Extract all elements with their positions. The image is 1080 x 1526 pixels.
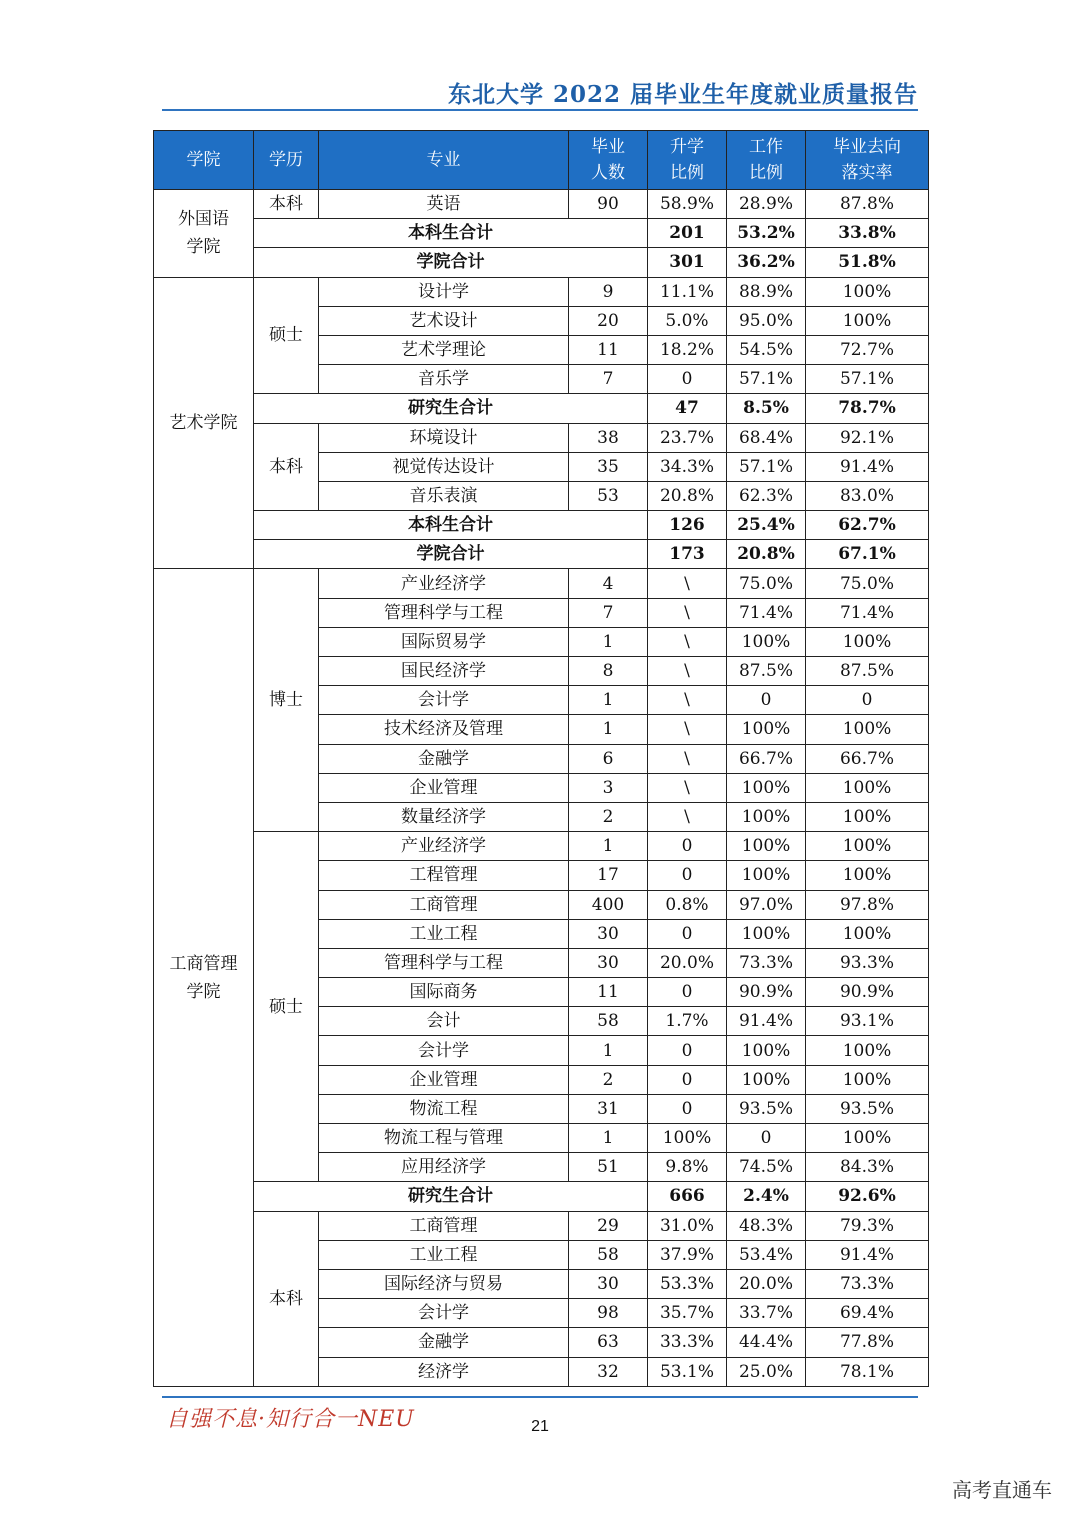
further-study-cell: \	[648, 715, 727, 744]
major-cell: 应用经济学	[319, 1153, 569, 1182]
count-cell: 201	[648, 219, 727, 248]
major-cell: 国际商务	[319, 978, 569, 1007]
further-study-cell: \	[648, 598, 727, 627]
major-cell: 英语	[319, 190, 569, 219]
header-degree: 学历	[254, 131, 319, 190]
work-cell: 67.1%	[806, 540, 929, 569]
placement-rate-cell: 100%	[806, 306, 929, 335]
work-cell: 90.9%	[727, 978, 806, 1007]
table-row	[154, 248, 929, 277]
count-cell: 31	[569, 1094, 648, 1123]
table-row	[154, 1211, 929, 1240]
placement-rate-cell: 83.0%	[806, 481, 929, 510]
further-study-cell: \	[648, 686, 727, 715]
further-study-cell: 0	[648, 1094, 727, 1123]
count-cell: 3	[569, 773, 648, 802]
count-cell: 1	[569, 832, 648, 861]
count-cell: 173	[648, 540, 727, 569]
work-cell: 100%	[727, 715, 806, 744]
placement-rate-cell: 73.3%	[806, 1269, 929, 1298]
table-row	[154, 277, 929, 306]
placement-rate-cell: 100%	[806, 1036, 929, 1065]
work-cell: 95.0%	[727, 306, 806, 335]
work-cell: 62.7%	[806, 511, 929, 540]
further-study-cell: 0	[648, 365, 727, 394]
work-cell: 88.9%	[727, 277, 806, 306]
subtotal-label-cell: 学院合计	[254, 540, 648, 569]
placement-rate-cell: 100%	[806, 1124, 929, 1153]
table-row	[154, 394, 929, 423]
major-cell: 物流工程与管理	[319, 1124, 569, 1153]
degree-cell: 硕士	[254, 832, 319, 1182]
major-cell: 产业经济学	[319, 569, 569, 598]
count-cell: 29	[569, 1211, 648, 1240]
further-study-cell: 20.8%	[648, 481, 727, 510]
major-cell: 产业经济学	[319, 832, 569, 861]
header-further-study: 升学 比例	[648, 131, 727, 190]
count-cell: 1	[569, 627, 648, 656]
placement-rate-cell: 93.3%	[806, 948, 929, 977]
major-cell: 管理科学与工程	[319, 598, 569, 627]
placement-rate-cell: 97.8%	[806, 890, 929, 919]
major-cell: 工业工程	[319, 919, 569, 948]
work-cell: 71.4%	[727, 598, 806, 627]
table-row	[154, 832, 929, 861]
placement-rate-cell: 57.1%	[806, 365, 929, 394]
work-cell: 66.7%	[727, 744, 806, 773]
count-cell: 400	[569, 890, 648, 919]
further-study-cell: 0	[648, 919, 727, 948]
placement-rate-cell: 71.4%	[806, 598, 929, 627]
further-study-cell: 35.7%	[648, 1299, 727, 1328]
work-cell: 0	[727, 686, 806, 715]
subtotal-label-cell: 本科生合计	[254, 511, 648, 540]
further-study-cell: 20.0%	[648, 948, 727, 977]
count-cell: 20	[569, 306, 648, 335]
work-cell: 78.7%	[806, 394, 929, 423]
further-study-cell: 8.5%	[727, 394, 806, 423]
work-cell: 92.6%	[806, 1182, 929, 1211]
work-cell: 100%	[727, 1065, 806, 1094]
work-cell: 100%	[727, 832, 806, 861]
major-cell: 视觉传达设计	[319, 452, 569, 481]
placement-rate-cell: 100%	[806, 832, 929, 861]
work-cell: 93.5%	[727, 1094, 806, 1123]
placement-rate-cell: 93.1%	[806, 1007, 929, 1036]
further-study-cell: 9.8%	[648, 1153, 727, 1182]
count-cell: 90	[569, 190, 648, 219]
table-header-row	[154, 131, 929, 190]
placement-rate-cell: 75.0%	[806, 569, 929, 598]
work-cell: 57.1%	[727, 452, 806, 481]
work-cell: 33.8%	[806, 219, 929, 248]
degree-cell: 本科	[254, 423, 319, 511]
header-college: 学院	[154, 131, 254, 190]
work-cell: 100%	[727, 627, 806, 656]
placement-rate-cell: 100%	[806, 1065, 929, 1094]
count-cell: 1	[569, 715, 648, 744]
further-study-cell: 33.3%	[648, 1328, 727, 1357]
major-cell: 物流工程	[319, 1094, 569, 1123]
further-study-cell: 0	[648, 832, 727, 861]
work-cell: 100%	[727, 919, 806, 948]
placement-rate-cell: 87.8%	[806, 190, 929, 219]
major-cell: 工商管理	[319, 1211, 569, 1240]
further-study-cell: 31.0%	[648, 1211, 727, 1240]
count-cell: 11	[569, 335, 648, 364]
work-cell: 91.4%	[727, 1007, 806, 1036]
degree-cell: 本科	[254, 1211, 319, 1386]
work-cell: 28.9%	[727, 190, 806, 219]
count-cell: 7	[569, 365, 648, 394]
placement-rate-cell: 72.7%	[806, 335, 929, 364]
further-study-cell: 1.7%	[648, 1007, 727, 1036]
placement-rate-cell: 77.8%	[806, 1328, 929, 1357]
subtotal-label-cell: 本科生合计	[254, 219, 648, 248]
count-cell: 1	[569, 1036, 648, 1065]
further-study-cell: 11.1%	[648, 277, 727, 306]
count-cell: 126	[648, 511, 727, 540]
count-cell: 17	[569, 861, 648, 890]
header-rule	[162, 109, 918, 111]
college-cell: 艺术学院	[154, 277, 254, 569]
table-row	[154, 423, 929, 452]
table-row	[154, 511, 929, 540]
further-study-cell: 53.1%	[648, 1357, 727, 1386]
major-cell: 国民经济学	[319, 657, 569, 686]
placement-rate-cell: 100%	[806, 773, 929, 802]
placement-rate-cell: 69.4%	[806, 1299, 929, 1328]
further-study-cell: 0	[648, 978, 727, 1007]
count-cell: 4	[569, 569, 648, 598]
major-cell: 音乐表演	[319, 481, 569, 510]
placement-rate-cell: 100%	[806, 861, 929, 890]
further-study-cell: \	[648, 802, 727, 831]
major-cell: 工商管理	[319, 890, 569, 919]
table-row	[154, 1182, 929, 1211]
work-cell: 48.3%	[727, 1211, 806, 1240]
placement-rate-cell: 78.1%	[806, 1357, 929, 1386]
college-cell: 外国语 学院	[154, 190, 254, 278]
header-count: 毕业 人数	[569, 131, 648, 190]
work-cell: 75.0%	[727, 569, 806, 598]
degree-cell: 硕士	[254, 277, 319, 394]
work-cell: 100%	[727, 802, 806, 831]
count-cell: 32	[569, 1357, 648, 1386]
degree-cell: 博士	[254, 569, 319, 832]
work-cell: 51.8%	[806, 248, 929, 277]
count-cell: 35	[569, 452, 648, 481]
further-study-cell: 5.0%	[648, 306, 727, 335]
major-cell: 会计学	[319, 686, 569, 715]
further-study-cell: 0.8%	[648, 890, 727, 919]
employment-table	[153, 130, 929, 1387]
subtotal-label-cell: 研究生合计	[254, 1182, 648, 1211]
placement-rate-cell: 90.9%	[806, 978, 929, 1007]
major-cell: 工业工程	[319, 1240, 569, 1269]
further-study-cell: 25.4%	[727, 511, 806, 540]
header-major: 专业	[319, 131, 569, 190]
major-cell: 金融学	[319, 744, 569, 773]
major-cell: 环境设计	[319, 423, 569, 452]
watermark: 高考直通车	[952, 1478, 1052, 1502]
placement-rate-cell: 66.7%	[806, 744, 929, 773]
work-cell: 100%	[727, 773, 806, 802]
work-cell: 25.0%	[727, 1357, 806, 1386]
further-study-cell: \	[648, 627, 727, 656]
count-cell: 8	[569, 657, 648, 686]
work-cell: 53.4%	[727, 1240, 806, 1269]
major-cell: 工程管理	[319, 861, 569, 890]
subtotal-label-cell: 学院合计	[254, 248, 648, 277]
further-study-cell: 100%	[648, 1124, 727, 1153]
further-study-cell: 36.2%	[727, 248, 806, 277]
work-cell: 54.5%	[727, 335, 806, 364]
further-study-cell: 2.4%	[727, 1182, 806, 1211]
count-cell: 666	[648, 1182, 727, 1211]
major-cell: 数量经济学	[319, 802, 569, 831]
further-study-cell: \	[648, 744, 727, 773]
work-cell: 100%	[727, 861, 806, 890]
work-cell: 100%	[727, 1036, 806, 1065]
count-cell: 98	[569, 1299, 648, 1328]
table-row	[154, 540, 929, 569]
placement-rate-cell: 100%	[806, 277, 929, 306]
count-cell: 301	[648, 248, 727, 277]
work-cell: 68.4%	[727, 423, 806, 452]
placement-rate-cell: 79.3%	[806, 1211, 929, 1240]
university-motto-logo: 自强不息·知行合一NEU	[166, 1407, 415, 1432]
count-cell: 30	[569, 1269, 648, 1298]
placement-rate-cell: 92.1%	[806, 423, 929, 452]
work-cell: 62.3%	[727, 481, 806, 510]
count-cell: 6	[569, 744, 648, 773]
report-title: 东北大学 2022 届毕业生年度就业质量报告	[447, 81, 918, 108]
work-cell: 57.1%	[727, 365, 806, 394]
placement-rate-cell: 100%	[806, 919, 929, 948]
further-study-cell: 23.7%	[648, 423, 727, 452]
count-cell: 11	[569, 978, 648, 1007]
placement-rate-cell: 100%	[806, 802, 929, 831]
major-cell: 艺术学理论	[319, 335, 569, 364]
major-cell: 企业管理	[319, 773, 569, 802]
further-study-cell: 20.8%	[727, 540, 806, 569]
further-study-cell: 0	[648, 1036, 727, 1065]
header-work: 工作 比例	[727, 131, 806, 190]
count-cell: 53	[569, 481, 648, 510]
placement-rate-cell: 100%	[806, 627, 929, 656]
count-cell: 30	[569, 919, 648, 948]
table-row	[154, 219, 929, 248]
degree-cell: 本科	[254, 190, 319, 219]
count-cell: 1	[569, 1124, 648, 1153]
table-row	[154, 190, 929, 219]
placement-rate-cell: 100%	[806, 715, 929, 744]
placement-rate-cell: 0	[806, 686, 929, 715]
further-study-cell: \	[648, 773, 727, 802]
work-cell: 74.5%	[727, 1153, 806, 1182]
count-cell: 1	[569, 686, 648, 715]
subtotal-label-cell: 研究生合计	[254, 394, 648, 423]
major-cell: 经济学	[319, 1357, 569, 1386]
further-study-cell: \	[648, 657, 727, 686]
footer-rule	[162, 1396, 918, 1398]
page-number: 21	[531, 1418, 549, 1435]
further-study-cell: 58.9%	[648, 190, 727, 219]
count-cell: 30	[569, 948, 648, 977]
table-row	[154, 569, 929, 598]
further-study-cell: 37.9%	[648, 1240, 727, 1269]
count-cell: 9	[569, 277, 648, 306]
major-cell: 管理科学与工程	[319, 948, 569, 977]
major-cell: 艺术设计	[319, 306, 569, 335]
count-cell: 7	[569, 598, 648, 627]
count-cell: 47	[648, 394, 727, 423]
major-cell: 金融学	[319, 1328, 569, 1357]
further-study-cell: 18.2%	[648, 335, 727, 364]
work-cell: 33.7%	[727, 1299, 806, 1328]
header-placement-rate: 毕业去向 落实率	[806, 131, 929, 190]
major-cell: 设计学	[319, 277, 569, 306]
major-cell: 会计	[319, 1007, 569, 1036]
major-cell: 会计学	[319, 1036, 569, 1065]
placement-rate-cell: 93.5%	[806, 1094, 929, 1123]
major-cell: 国际经济与贸易	[319, 1269, 569, 1298]
placement-rate-cell: 91.4%	[806, 1240, 929, 1269]
placement-rate-cell: 87.5%	[806, 657, 929, 686]
placement-rate-cell: 91.4%	[806, 452, 929, 481]
major-cell: 音乐学	[319, 365, 569, 394]
count-cell: 58	[569, 1007, 648, 1036]
count-cell: 63	[569, 1328, 648, 1357]
work-cell: 97.0%	[727, 890, 806, 919]
count-cell: 58	[569, 1240, 648, 1269]
further-study-cell: 0	[648, 1065, 727, 1094]
further-study-cell: 0	[648, 861, 727, 890]
work-cell: 87.5%	[727, 657, 806, 686]
further-study-cell: 34.3%	[648, 452, 727, 481]
further-study-cell: 53.3%	[648, 1269, 727, 1298]
work-cell: 44.4%	[727, 1328, 806, 1357]
count-cell: 2	[569, 802, 648, 831]
further-study-cell: 53.2%	[727, 219, 806, 248]
major-cell: 技术经济及管理	[319, 715, 569, 744]
college-cell: 工商管理 学院	[154, 569, 254, 1386]
count-cell: 38	[569, 423, 648, 452]
work-cell: 73.3%	[727, 948, 806, 977]
work-cell: 20.0%	[727, 1269, 806, 1298]
count-cell: 2	[569, 1065, 648, 1094]
further-study-cell: \	[648, 569, 727, 598]
major-cell: 会计学	[319, 1299, 569, 1328]
count-cell: 51	[569, 1153, 648, 1182]
work-cell: 0	[727, 1124, 806, 1153]
major-cell: 企业管理	[319, 1065, 569, 1094]
placement-rate-cell: 84.3%	[806, 1153, 929, 1182]
major-cell: 国际贸易学	[319, 627, 569, 656]
